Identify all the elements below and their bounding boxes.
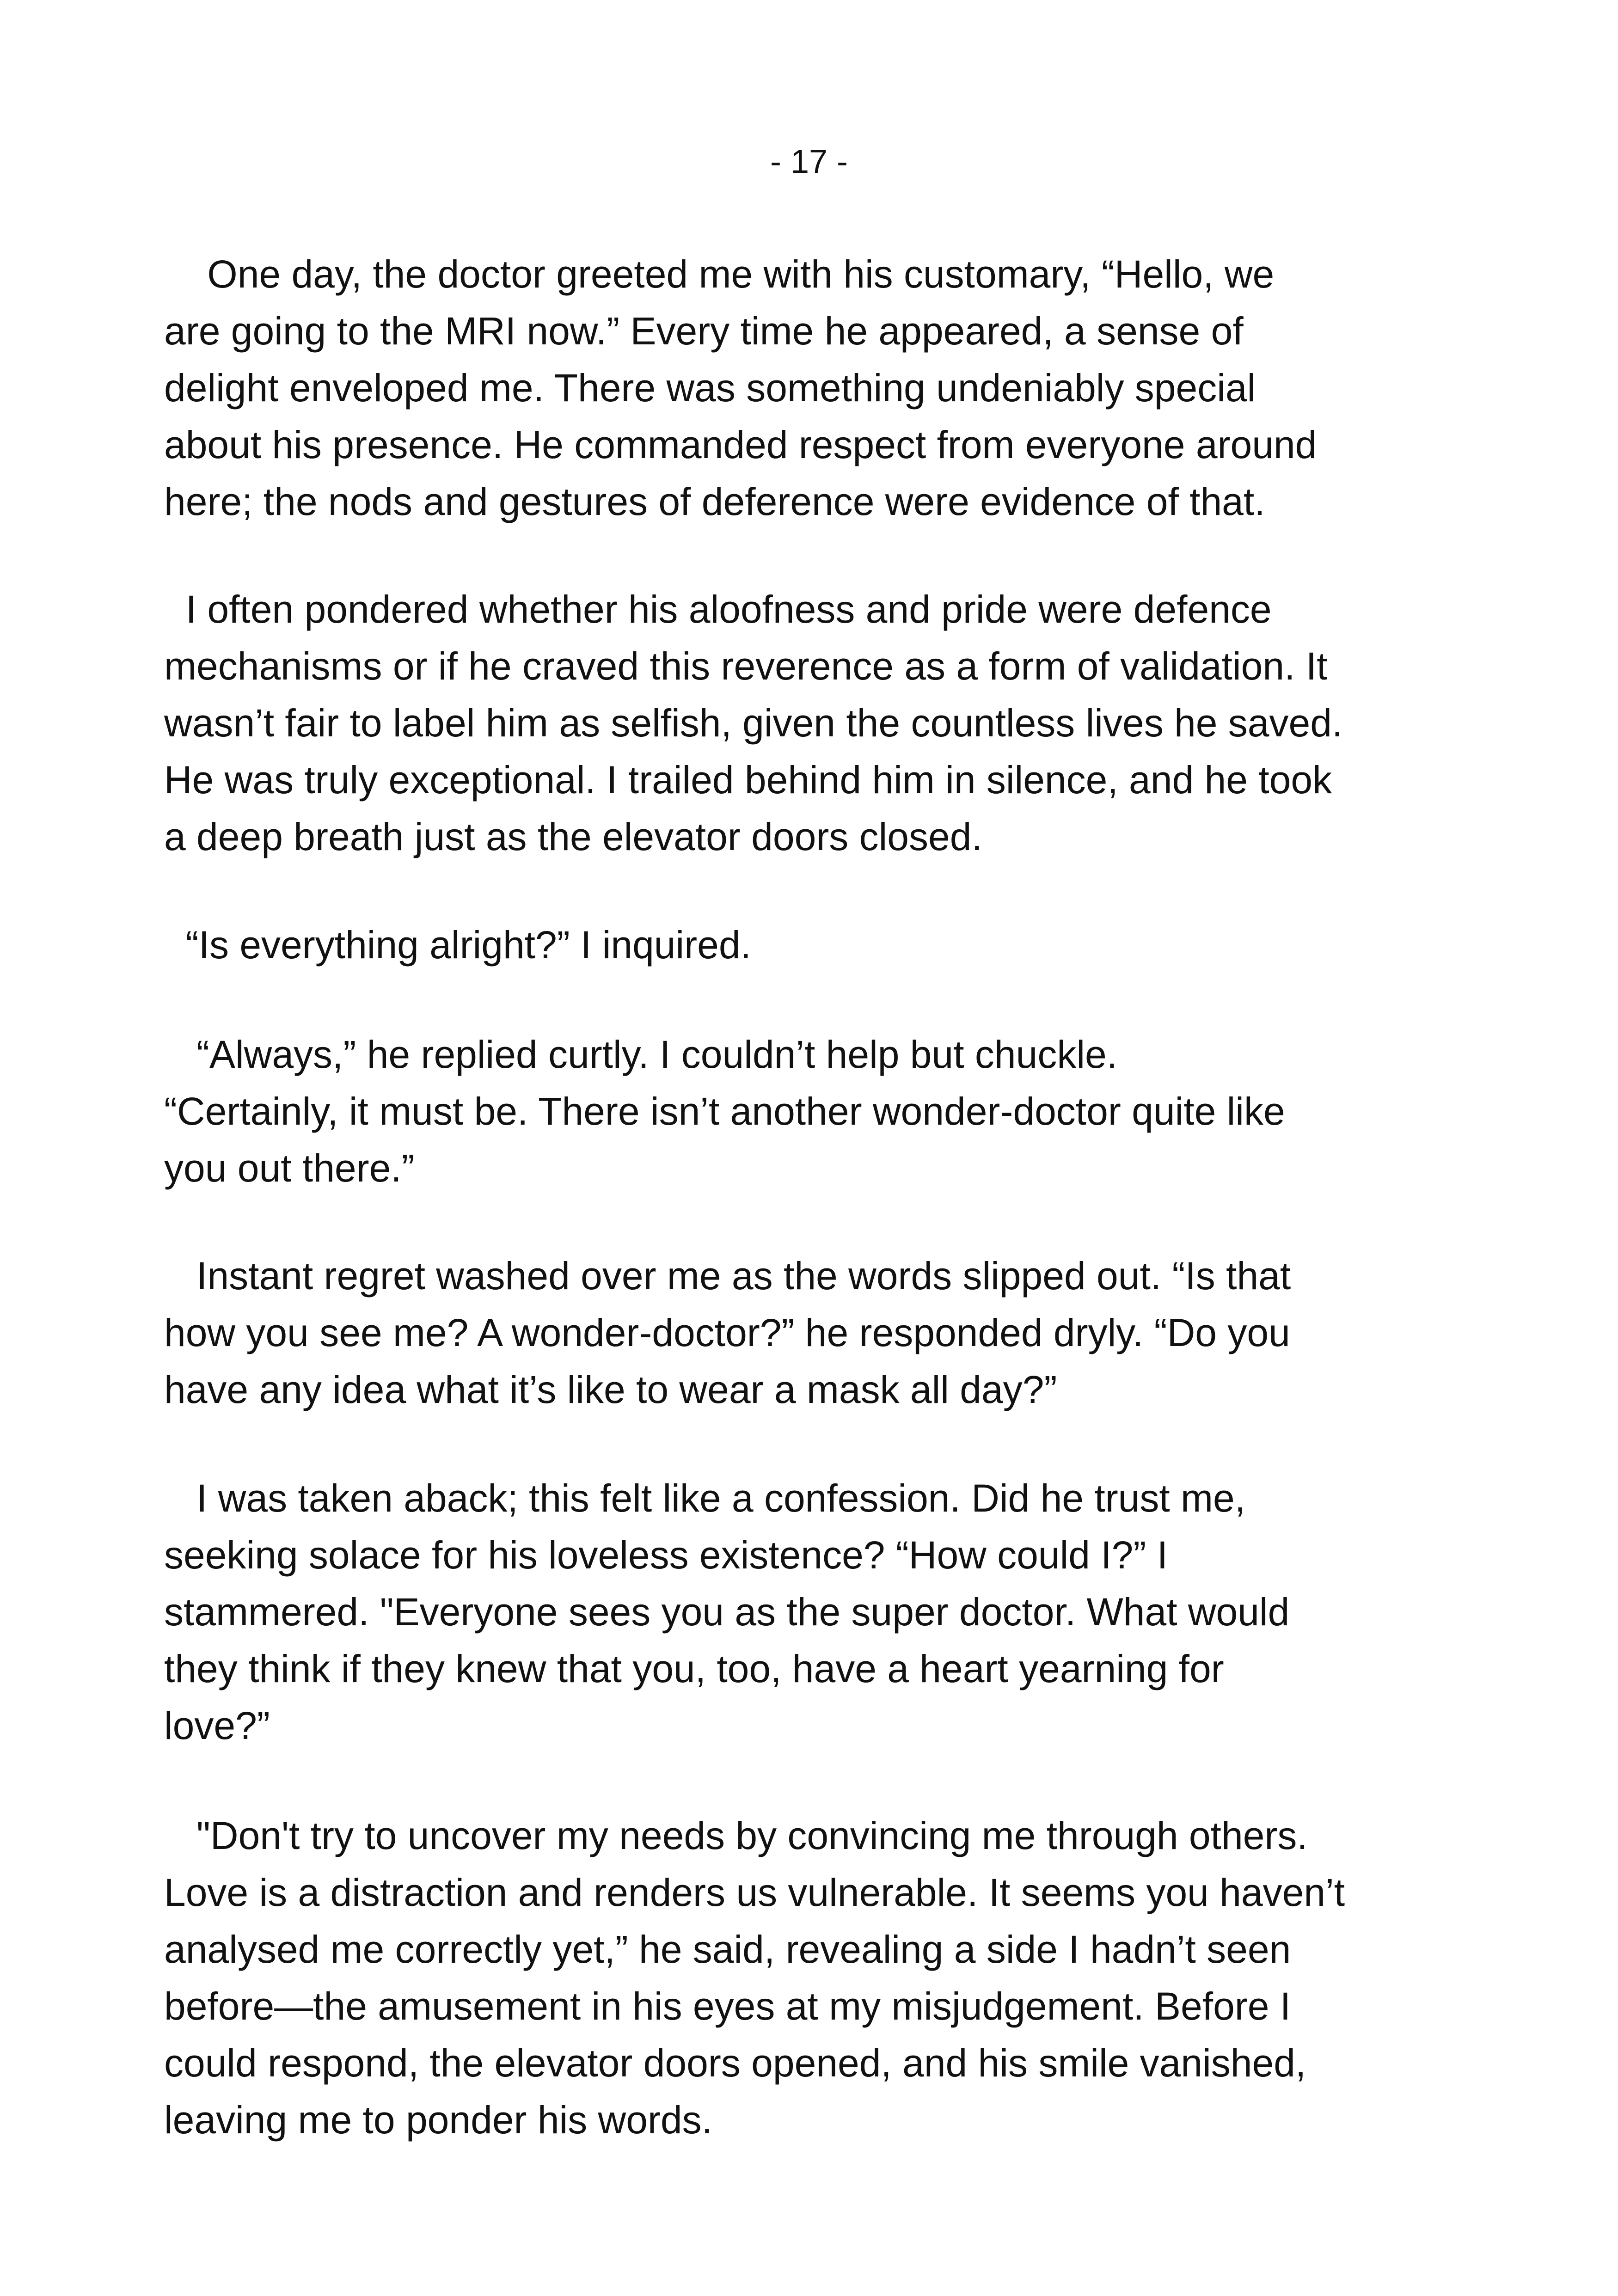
page-number: - 17 - (770, 143, 848, 180)
text-line: stammered. "Everyone sees you as the super doctor. What would (164, 1590, 1290, 1634)
text-line: love?” (164, 1704, 270, 1747)
text-line: about his presence. He commanded respect from everyone around (164, 423, 1317, 466)
paragraph-1 (164, 246, 1505, 530)
paragraph-3 (164, 917, 1505, 974)
text-line: "Don't try to uncover my needs by convincing me through others. (164, 1814, 1308, 1857)
text-line: leaving me to ponder his words. (164, 2098, 712, 2142)
text-line: could respond, the elevator doors opened, and his smile vanished, (164, 2041, 1306, 2085)
paragraph-5 (164, 1248, 1505, 1418)
text-line: have any idea what it’s like to wear a mask all day?” (164, 1368, 1057, 1411)
text-line: One day, the doctor greeted me with his customary, “Hello, we (164, 252, 1275, 296)
text-line: seeking solace for his loveless existence? “How could I?” I (164, 1533, 1168, 1577)
paragraph-7 (164, 1807, 1505, 2149)
text-line: Instant regret washed over me as the words slipped out. “Is that (164, 1254, 1291, 1298)
text-line: here; the nods and gestures of deference were evidence of that. (164, 480, 1265, 523)
text-line: before—the amusement in his eyes at my misjudgement. Before I (164, 1984, 1291, 2028)
text-line: He was truly exceptional. I trailed behind him in silence, and he took (164, 758, 1332, 802)
paragraph-6 (164, 1470, 1505, 1754)
text-line: are going to the MRI now.” Every time he appeared, a sense of (164, 309, 1244, 353)
text-line: I was taken aback; this felt like a confession. Did he trust me, (164, 1476, 1246, 1520)
paragraph-4 (164, 1026, 1505, 1197)
text-line: you out there.” (164, 1146, 415, 1190)
text-line: a deep breath just as the elevator doors closed. (164, 815, 982, 858)
text-line: mechanisms or if he craved this reverence as a form of validation. It (164, 644, 1328, 688)
text-line: wasn’t fair to label him as selfish, given the countless lives he saved. (164, 701, 1343, 745)
text-line: analysed me correctly yet,” he said, revealing a side I hadn’t seen (164, 1928, 1291, 1971)
text-line: “Always,” he replied curtly. I couldn’t help but chuckle. (164, 1033, 1118, 1076)
text-line: “Certainly, it must be. There isn’t another wonder-doctor quite like (164, 1090, 1285, 1133)
text-line: how you see me? A wonder-doctor?” he responded dryly. “Do you (164, 1311, 1290, 1354)
text-line: I often pondered whether his aloofness and pride were defence (164, 588, 1272, 631)
text-line: they think if they knew that you, too, have a heart yearning for (164, 1647, 1224, 1690)
text-line: “Is everything alright?” I inquired. (164, 923, 751, 967)
paragraph-2 (164, 581, 1505, 865)
text-line: delight enveloped me. There was something undeniably special (164, 366, 1256, 410)
text-line: Love is a distraction and renders us vulnerable. It seems you haven’t (164, 1871, 1345, 1914)
